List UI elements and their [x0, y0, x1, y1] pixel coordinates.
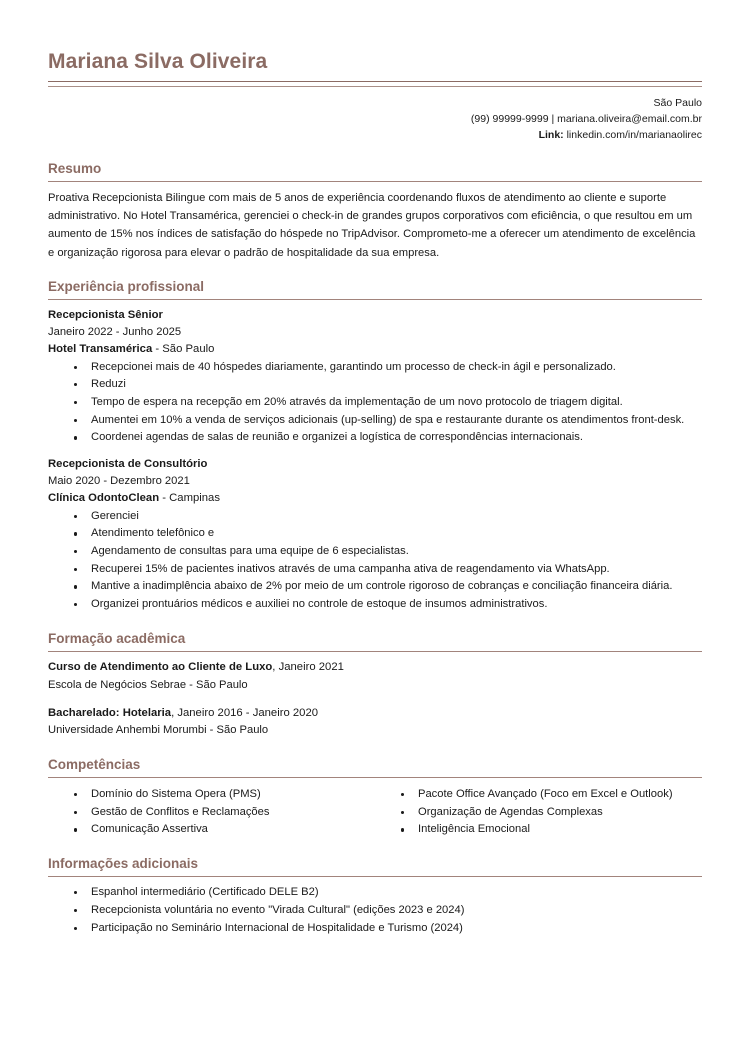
experience-entry [48, 307, 702, 447]
summary-text: Proativa Recepcionista Bilingue com mais de 5 anos de experiência coordenando fluxos de atendimento ao cliente e suporte administrativo. No Hotel Transamérica, gerenciei o check-in de grandes grupos corporativos com eficiência, o que resultou em um aumento de 15% nos índices de satisfação do hóspede no TripAdvisor. Comprometo-me a oferecer um atendimento de excelência e organização rigorosa para elevar o padrão de hospitalidade da sua empresa. [48, 192, 696, 259]
job-dates: Maio 2020 - Dezembro 2021 [48, 474, 190, 487]
section-experience [48, 279, 702, 614]
list-item: Gerenciei [48, 508, 702, 526]
experience-entry [48, 456, 702, 614]
job-company-location: - Campinas [159, 491, 220, 504]
contact-link-line [48, 128, 702, 144]
list-item: Comunicação Assertiva [48, 821, 375, 839]
job-title: Recepcionista de Consultório [48, 458, 208, 471]
job-bullet-list [48, 359, 702, 447]
job-company [48, 341, 702, 358]
section-title-additional: Informações adicionais [48, 856, 199, 871]
section-title-summary: Resumo [48, 161, 102, 176]
skills-list [375, 786, 702, 839]
job-dates: Janeiro 2022 - Junho 2025 [48, 325, 182, 338]
skills-column-right [375, 785, 702, 839]
education-entry [48, 659, 702, 694]
education-entry [48, 705, 702, 740]
contact-location: São Paulo [653, 97, 702, 110]
list-item: Tempo de espera na recepção em 20% através da implementação de um novo protocolo de triagem digital. [48, 394, 702, 412]
section-rule [48, 299, 702, 300]
list-item: Recuperei 15% de pacientes inativos através de uma campanha ativa de reagendamento via WhatsApp. [48, 561, 702, 579]
section-title-education: Formação acadêmica [48, 630, 186, 646]
list-item: Domínio do Sistema Opera (PMS) [48, 786, 375, 804]
header-divider [48, 81, 702, 87]
job-company-location: - São Paulo [152, 342, 215, 355]
skills-column-left [48, 785, 375, 839]
resume-header [48, 50, 702, 144]
section-rule [48, 777, 702, 778]
list-item: Atendimento telefônico e [48, 525, 702, 543]
job-company-name: Clínica OdontoClean [48, 491, 160, 504]
list-item: Pacote Office Avançado (Foco em Excel e Outlook) [375, 786, 702, 804]
job-company-name: Hotel Transamérica [48, 342, 153, 355]
list-item: Recepcionei mais de 40 hóspedes diariamente, garantindo um processo de check-in ágil e personalizado. [48, 359, 702, 377]
list-item: Organização de Agendas Complexas [375, 804, 702, 822]
candidate-name: Mariana Silva Oliveira [48, 50, 268, 73]
skills-list [48, 786, 375, 839]
education-degree-line [48, 659, 702, 677]
section-title-experience: Experiência profissional [48, 278, 205, 294]
additional-list [48, 884, 702, 938]
contact-phone-email: (99) 99999-9999 | mariana.oliveira@email.com.br [470, 113, 702, 126]
list-item: Agendamento de consultas para uma equipe de 6 especialistas. [48, 543, 702, 561]
list-item: Espanhol intermediário (Certificado DELE B2) [48, 884, 702, 902]
section-skills [48, 757, 702, 839]
list-item: Recepcionista voluntária no evento "Virada Cultural" (edições 2023 e 2024) [48, 902, 702, 920]
job-company [48, 490, 702, 507]
list-item: Coordenei agendas de salas de reunião e organizei a logística de correspondências internacionais. [48, 429, 702, 447]
list-item: Gestão de Conflitos e Reclamações [48, 804, 375, 822]
contact-link-value[interactable]: linkedin.com/in/marianaolirec [566, 129, 702, 142]
job-bullet-list [48, 508, 702, 614]
list-item: Inteligência Emocional [375, 821, 702, 839]
education-institution: Universidade Anhembi Morumbi - São Paulo [48, 724, 269, 737]
resume-content [48, 50, 702, 938]
education-date: , Janeiro 2016 - Janeiro 2020 [171, 706, 319, 719]
section-rule [48, 181, 702, 182]
list-item: Aumentei em 10% a venda de serviços adicionais (up-selling) de spa e restaurante durante os atendimentos front-desk. [48, 412, 702, 430]
section-education [48, 631, 702, 740]
section-additional [48, 856, 702, 938]
list-item: Participação no Seminário Internacional de Hospitalidade e Turismo (2024) [48, 920, 702, 938]
list-item: Reduzi [48, 376, 702, 394]
list-item: Mantive a inadimplência abaixo de 2% por meio de um controle rigoroso de cobranças e conciliação financeira diária. [48, 578, 702, 596]
section-summary [48, 161, 702, 262]
education-institution: Escola de Negócios Sebrae - São Paulo [48, 678, 248, 691]
section-title-skills: Competências [48, 756, 141, 772]
education-degree-line [48, 705, 702, 723]
contact-block [48, 96, 702, 144]
section-rule [48, 876, 702, 877]
job-title: Recepcionista Sênior [48, 308, 163, 321]
skills-columns [48, 785, 702, 839]
list-item: Organizei prontuários médicos e auxiliei no controle de estoque de insumos administrativos. [48, 596, 702, 614]
section-rule [48, 651, 702, 652]
education-degree: Curso de Atendimento ao Cliente de Luxo [48, 661, 273, 674]
contact-link-label: Link: [538, 129, 564, 142]
education-degree: Bacharelado: Hotelaria [48, 706, 172, 719]
education-date: , Janeiro 2021 [272, 661, 344, 674]
